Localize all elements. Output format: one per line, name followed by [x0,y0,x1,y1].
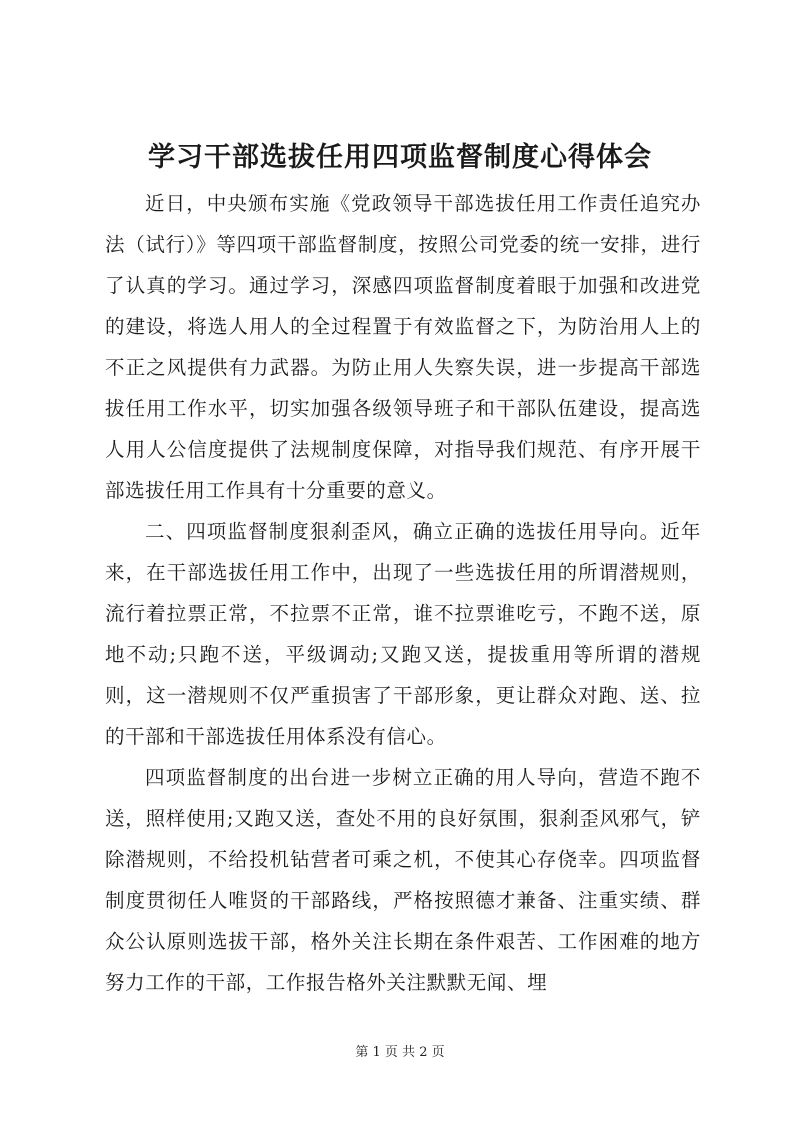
document-title: 学习干部选拔任用四项监督制度心得体会 [148,142,652,173]
paragraph-2: 二、四项监督制度狠刹歪风，确立正确的选拔任用导向。近年来，在干部选拔任用工作中，出现了一些选拔任用的所谓潜规则，流行着拉票正常，不拉票不正常，谁不拉票谁吃亏，不跑不送，原地不动;只跑不送，平级调动;又跑又送，提拔重用等所谓的潜规则，这一潜规则不仅严重损害了干部形象，更让群众对跑、送、拉的干部和干部选拔任用体系没有信心。 [105,520,701,748]
paragraph-3: 四项监督制度的出台进一步树立正确的用人导向，营造不跑不送，照样使用;又跑又送，查处不用的良好氛围，狠刹歪风邪气，铲除潜规则，不给投机钻营者可乘之机，不使其心存侥幸。四项监督制度贯彻任人唯贤的干部路线，严格按照德才兼备、注重实绩、群众公认原则选拔干部，格外关注长期在条件艰苦、工作困难的地方努力工作的干部，工作报告格外关注默默无闻、埋 [105,766,701,994]
document-body [105,183,701,1003]
page-footer: 第 1 页 共 2 页 [355,1045,445,1060]
paragraph-1: 近日，中央颁布实施《党政领导干部选拔任用工作责任追究办法（试行）》等四项干部监督制度，按照公司党委的统一安排，进行了认真的学习。通过学习，深感四项监督制度着眼于加强和改进党的建设，将选人用人的全过程置于有效监督之下，为防治用人上的不正之风提供有力武器。为防止用人失察失误，进一步提高干部选拔任用工作水平，切实加强各级领导班子和干部队伍建设，提高选人用人公信度提供了法规制度保障，对指导我们规范、有序开展干部选拔任用工作具有十分重要的意义。 [105,192,701,502]
